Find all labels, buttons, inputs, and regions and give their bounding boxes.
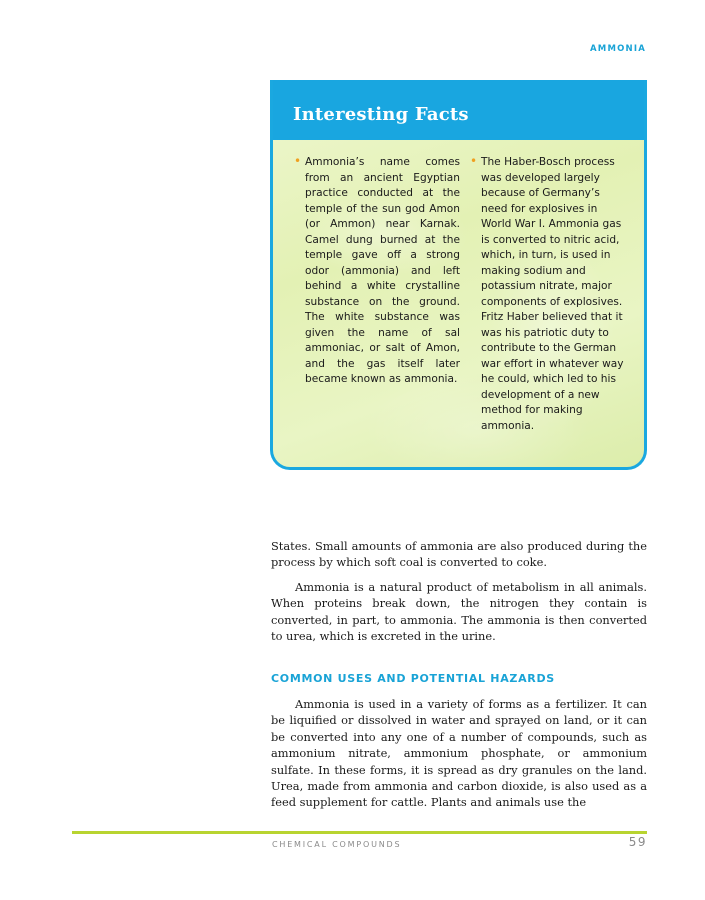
bullet-icon: • [294, 154, 302, 168]
facts-header [273, 80, 644, 140]
paragraph: Ammonia is used in a variety of forms as a fertilizer. It can be liquified or dissolved in water and sprayed on land, or it can be converted into any one of a number of compounds, such as ammonium nitrate, ammonium phosphate, or ammonium sulfate. In these forms, it is spread as dry granules on the land. Urea, made from ammonia and carbon dioxide, is also used as a feed supplement for cattle. Plants and animals use the [271, 697, 647, 810]
fact-item-haber-bosch [470, 154, 629, 434]
paragraph: States. Small amounts of ammonia are also produced during the process by which soft coal is converted to coke. [271, 539, 647, 570]
fact-text: Ammonia’s name comes from an ancient Egyptian practice conducted at the temple of the sun god Amon (or Ammon) near Karnak. Camel dung burned at the temple gave off a strong odor (ammonia) and left behind a white crystalline substance on the ground. The white substance was given the name of sal ammoniac, or salt of Amon, and the gas itself later became known as ammonia. [305, 156, 460, 385]
section-heading: COMMON USES AND POTENTIAL HAZARDS [271, 672, 555, 685]
paragraph: Ammonia is a natural product of metabolism in all animals. When proteins break down, the nitrogen they contain is converted, in part, to ammonia. The ammonia is then converted to urea, which is excreted in the urine. [271, 579, 647, 644]
running-head: AMMONIA [590, 44, 646, 54]
interesting-facts-box [270, 80, 647, 470]
page-number: 59 [628, 835, 647, 849]
footer-book-title: CHEMICAL COMPOUNDS [272, 840, 402, 849]
body-text-upper [271, 538, 647, 652]
footer-rule [72, 831, 647, 834]
facts-title: Interesting Facts [293, 104, 469, 125]
bullet-icon: • [470, 154, 478, 168]
body-text-lower [271, 696, 647, 819]
fact-item-egyptian-origin [294, 154, 460, 388]
fact-text: The Haber-Bosch process was developed largely because of Germany’s need for explosives in World War I. Ammonia gas is converted to nitric acid, which, in turn, is used in making sodium and potassium nitrate, major components of explosives. Fritz Haber believed that it was his patriotic duty to contribute to the German war effort in whatever way he could, which led to his development of a new method for making ammonia. [481, 156, 624, 432]
